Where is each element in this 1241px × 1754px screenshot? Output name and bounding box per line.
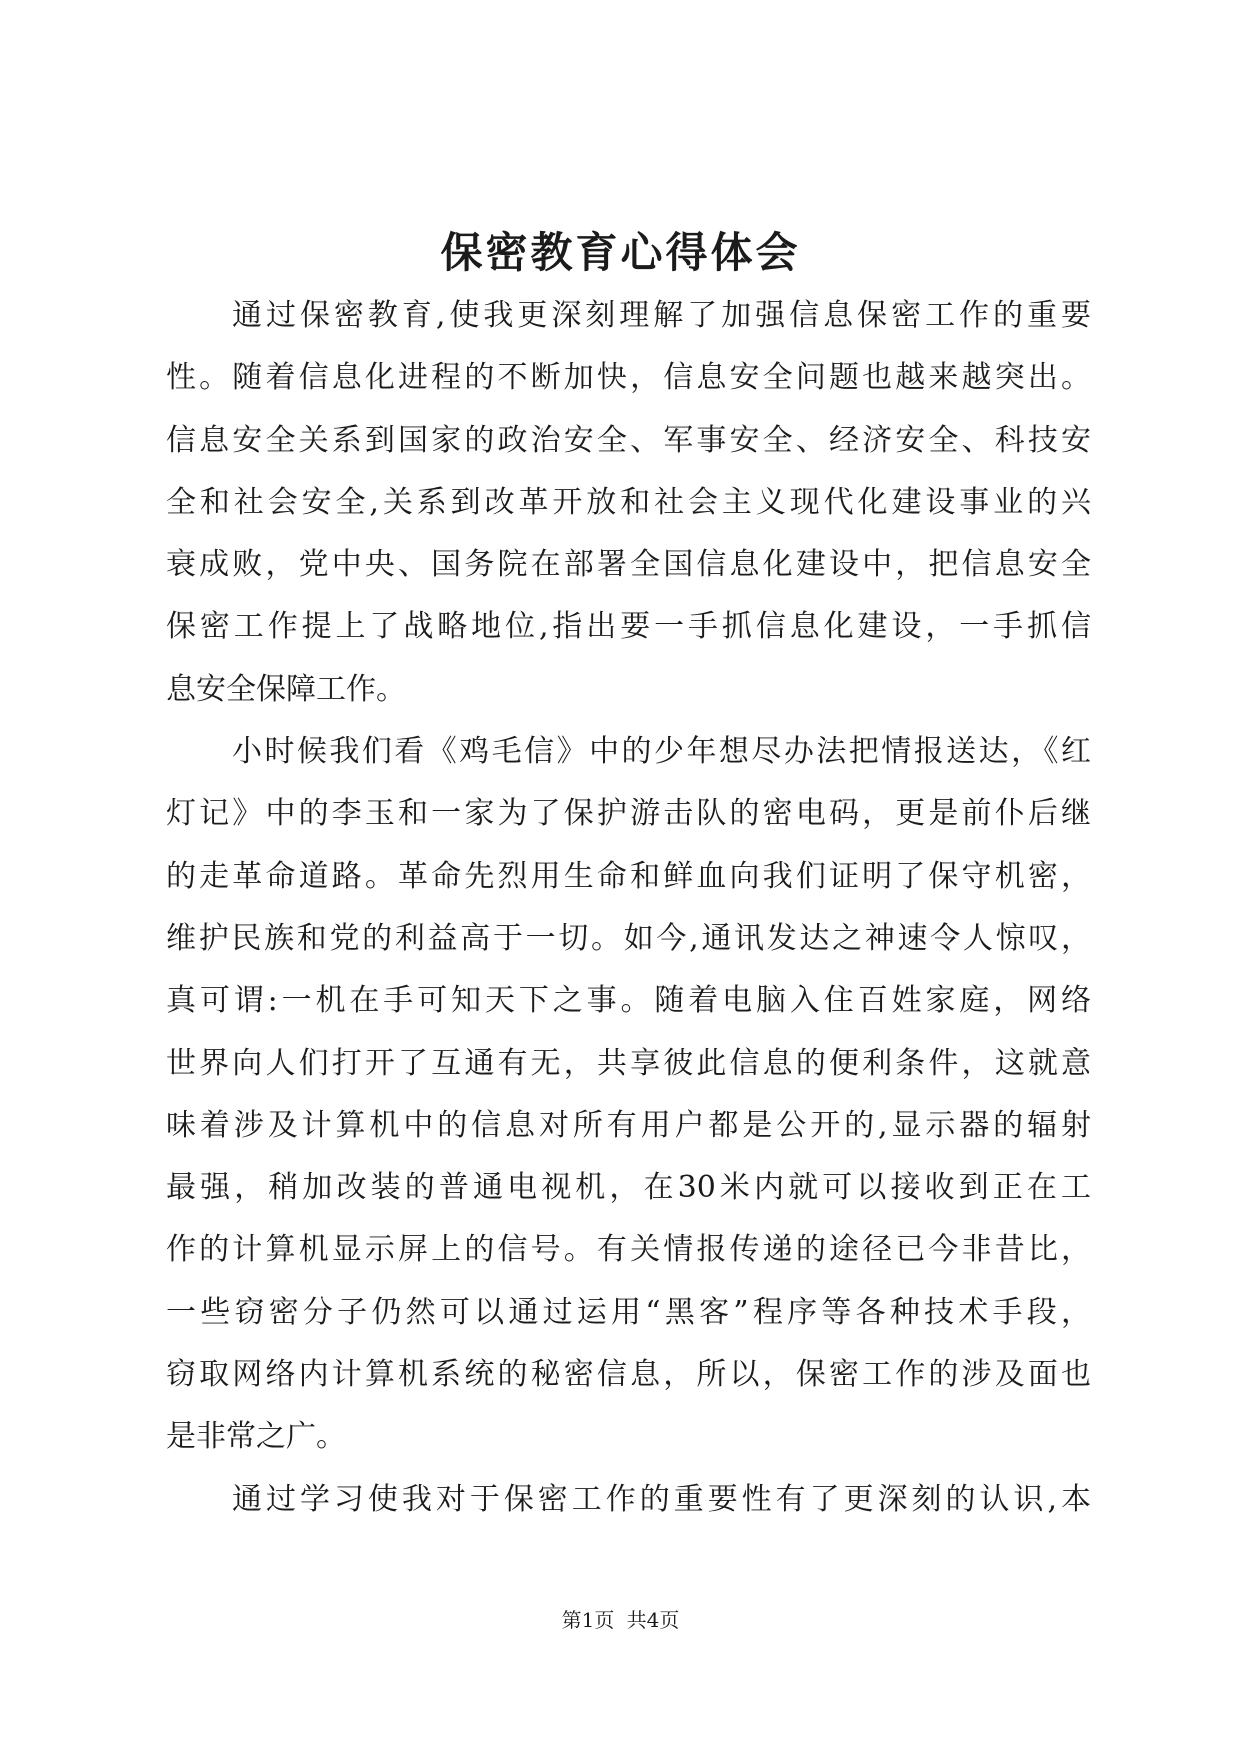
paragraph-line: 信息安全关系到国家的政治安全、军事安全、经济安全、科技安 (166, 422, 1091, 458)
paragraph-line: 一些窃密分子仍然可以通过运用“黑客”程序等各种技术手段， (166, 1294, 1091, 1330)
paragraph-line: 的走革命道路。革命先烈用生命和鲜血向我们证明了保守机密， (166, 858, 1091, 894)
paragraph-line: 全和社会安全,关系到改革开放和社会主义现代化建设事业的兴 (166, 484, 1091, 520)
document-title: 保密教育心得体会 (440, 228, 801, 277)
paragraph-line: 窃取网络内计算机系统的秘密信息，所以，保密工作的涉及面也 (166, 1357, 1091, 1393)
paragraph-line: 是非常之广。 (166, 1419, 346, 1455)
paragraph-2 (166, 721, 1091, 1469)
paragraph-line: 小时候我们看《鸡毛信》中的少年想尽办法把情报送达，《红 (232, 734, 1091, 770)
paragraph-line: 性。随着信息化进程的不断加快，信息安全问题也越来越突出。 (166, 360, 1091, 396)
paragraph-line: 最强，稍加改装的普通电视机，在30米内就可以接收到正在工 (166, 1170, 1091, 1206)
paragraph-line: 世界向人们打开了互通有无，共享彼此信息的便利条件，这就意 (166, 1045, 1091, 1081)
paragraph-line: 息安全保障工作。 (166, 671, 406, 707)
paragraph-line: 作的计算机显示屏上的信号。有关情报传递的途径已今非昔比， (166, 1232, 1091, 1268)
paragraph-line: 通过保密教育,使我更深刻理解了加强信息保密工作的重要 (232, 298, 1091, 333)
paragraph-line: 真可谓:一机在手可知天下之事。随着电脑入住百姓家庭，网络 (166, 983, 1091, 1019)
paragraph-line: 保密工作提上了战略地位,指出要一手抓信息化建设，一手抓信 (166, 609, 1091, 645)
page-footer: 第1页 共4页 (561, 1608, 680, 1632)
paragraph-line: 维护民族和党的利益高于一切。如今,通讯发达之神速令人惊叹， (166, 920, 1091, 956)
document-body (166, 285, 1091, 1531)
paragraph-line: 衰成败，党中央、国务院在部署全国信息化建设中，把信息安全 (166, 547, 1091, 583)
paragraph-line: 味着涉及计算机中的信息对所有用户都是公开的,显示器的辐射 (166, 1107, 1091, 1143)
paragraph-1 (166, 285, 1091, 721)
paragraph-line: 灯记》中的李玉和一家为了保护游击队的密电码，更是前仆后继 (166, 796, 1091, 832)
paragraph-3 (166, 1469, 1091, 1531)
paragraph-line: 通过学习使我对于保密工作的重要性有了更深刻的认识,本 (232, 1481, 1091, 1517)
